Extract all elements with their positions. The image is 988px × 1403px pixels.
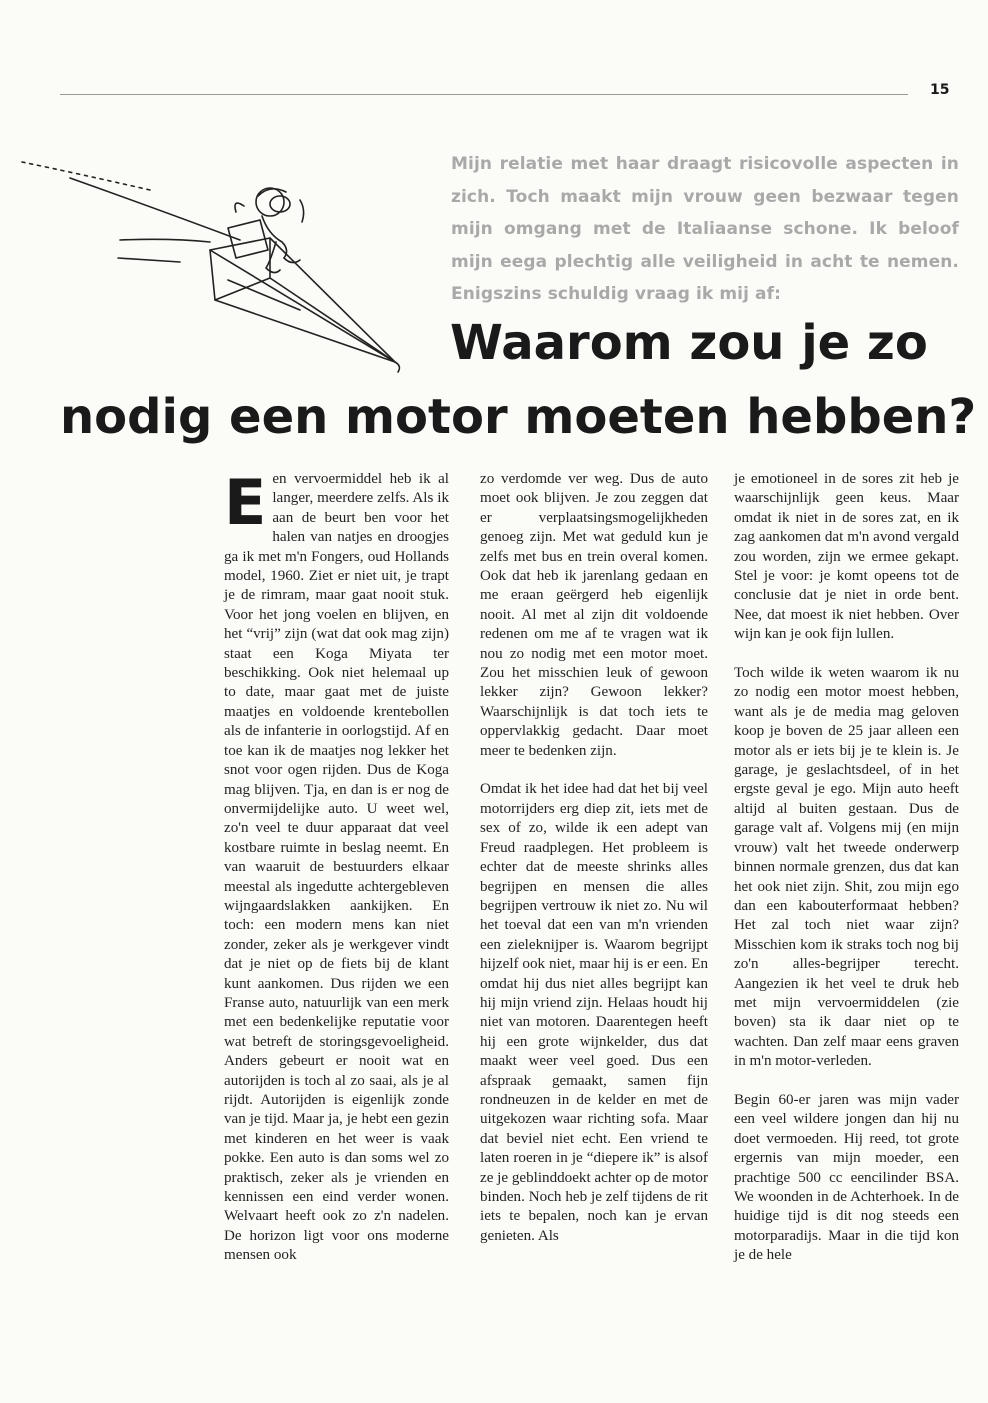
column-3	[734, 470, 959, 1285]
paragraph	[224, 466, 449, 1266]
drop-cap: E	[224, 466, 267, 539]
column-1	[224, 466, 449, 1285]
paragraph: Toch wilde ik weten waarom ik nu zo nodig een motor moest hebben, want als je de media mag geloven koop je boven de 25 jaar alleen een motor als er iets bij je te klein is. Je garage, je geslachtsdeel, of in het ergste geval je ego. Mijn auto heeft altijd al buiten gestaan. Dus de garage valt af. Volgens mij (en mijn vrouw) valt het tweede onderwerp binnen normale grenzen, dus dat kan het ook niet zijn. Shit, zou mijn ego dan een kabouterformaat hebben? Het zal toch niet waar zijn? Misschien kom ik straks toch nog bij zo'n alles-begrijper terecht. Aangezien ik het veel te druk heb met mijn vervoermiddelen (zie boven) sta ik daar niet op te wachten. Dan zelf maar eens graven in m'n motor-verleden.	[734, 665, 959, 1070]
paragraph: Omdat ik het idee had dat het bij veel motorrijders erg diep zit, iets met de sex of zo, wilde ik een adept van Freud raadplegen. Het probleem is echter dat de meeste shrinks alles begrijpen en mensen die alles begrijpen vertrouw ik niet zo. Nu wil het toeval dat een van m'n vrienden een zieleknijper is. Waarom begrijpt hijzelf ook niet, maar hij is er een. En omdat hij dus niet alles begrijpt kan hij mijn vriend zijn. Helaas houdt hij niet van motoren. Daarentegen heeft hij een grote wijnkelder, dus dat maakt weer veel goed. Dus een afspraak gemaakt, samen fijn rondneuzen in de kelder en met de uitgekozen waar richting sofa. Maar dat beviel niet echt. Een vriend te laten roeren in je “diepere ik” is alsof ze je geblinddoekt achter op de motor binden. Noch heb je zelf tijdens de rit iets te bepalen, noch kan je ervan genieten. Als	[480, 781, 708, 1244]
paragraph: zo verdomde ver weg. Dus de auto moet ook blijven. Je zou zeggen dat er verplaatsingsmogelijkheden genoeg zijn. Met wat geduld kun je zelfs met bus en trein overal komen. Ook dat heb ik jarenlang gedaan en me eraan geërgerd heb eigenlijk nooit. Al met al zijn dit voldoende redenen om me af te vragen wat ik nou zo nodig met een motor moet. Zou het misschien leuk of gewoon lekker zijn? Gewoon lekker? Waarschijnlijk is dat toch iets te oppervlakkig gedacht. Daar moet meer te bedenken zijn.	[480, 471, 708, 759]
header-rule	[60, 94, 908, 95]
paragraph-text: en vervoermiddel heb ik al langer, meerdere zelfs. Als ik aan de beurt ben voor het halen van natjes en droogjes ga ik met m'n Fongers, oud Hollands model, 1960. Ziet er niet uit, je trapt je de rimram, maar gaat nooit stuk. Voor het jong voelen en blijven, en het “vrij” zijn (wat dat ook mag zijn) staat een Koga Miyata ter beschikking. Ook niet helemaal up to date, maar gaat met de juiste maatjes en voldoende krentebollen als de infanterie in oorlogstijd. Af en toe kan ik de maatjes nog lekker het snot voor ogen rijden. Dus de Koga mag blijven. Tja, en dan is er nog de onvermijdelijke auto. U weet wel, zo'n veel te duur apparaat dat veel kostbare ruimte in beslag neemt. En van waaruit de bestuurders elkaar meestal als ingedutte achtergebleven wijngaardslakken aankijken. En toch: een modern mens kan niet zonder, zeker als je werkgever vindt dat je niet op de fiets bij de klant kunt aankomen. Dus rijden we een Franse auto, natuurlijk van een merk met een bedenkelijke reputatie voor wat betreft de storingsgevoeligheid. Anders gebeurt er nooit wat en autorijden is toch al zo saai, als je al rijdt. Autorijden is eigenlijk zonde van je tijd. Maar ja, je hebt een gezin met kinderen en het weer is vaak pokke. Een auto is dan soms wel zo praktisch, zeker als je vrienden en kennissen een eind verder wonen. Welvaart heeft ook zo z'n nadelen. De horizon ligt voor ons moderne mensen ook	[224, 471, 449, 1264]
paragraph: Begin 60-er jaren was mijn vader een veel wildere jongen dan hij nu doet vermoeden. Hij reed, tot grote ergernis van mijn moeder, een prachtige 500 cc eencilinder BSA. We woonden in de Achterhoek. In de huidige tijd is dit nog steeds een motorparadijs. Maar in die tijd kon je de hele	[734, 1091, 959, 1264]
paragraph: je emotioneel in de sores zit heb je waarschijnlijk geen keus. Maar omdat ik niet in de sores zat, en ik zag aankomen dat m'n avond vergald zou worden, zijn we ermee gekapt. Stel je voor: je komt opeens tot de conclusie dat je niet in orde bent. Nee, dat moest ik niet hebben. Over wijn kan je ook fijn lullen.	[734, 471, 959, 643]
intro-paragraph: Mijn relatie met haar draagt risicovolle aspecten in zich. Toch maakt mijn vrouw geen bezwaar tegen mijn omgang met de Italiaanse schone. Ik beloof mijn eega plechtig alle veiligheid in acht te nemen. Enigszins schuldig vraag ik mij af:	[451, 154, 959, 304]
article-title-line2: nodig een motor moeten hebben?	[60, 389, 977, 445]
article-title-line1: Waarom zou je zo	[450, 315, 928, 371]
column-2	[480, 470, 708, 1266]
paper-plane-pilot-illustration	[0, 150, 440, 380]
page-number: 15	[930, 82, 950, 98]
